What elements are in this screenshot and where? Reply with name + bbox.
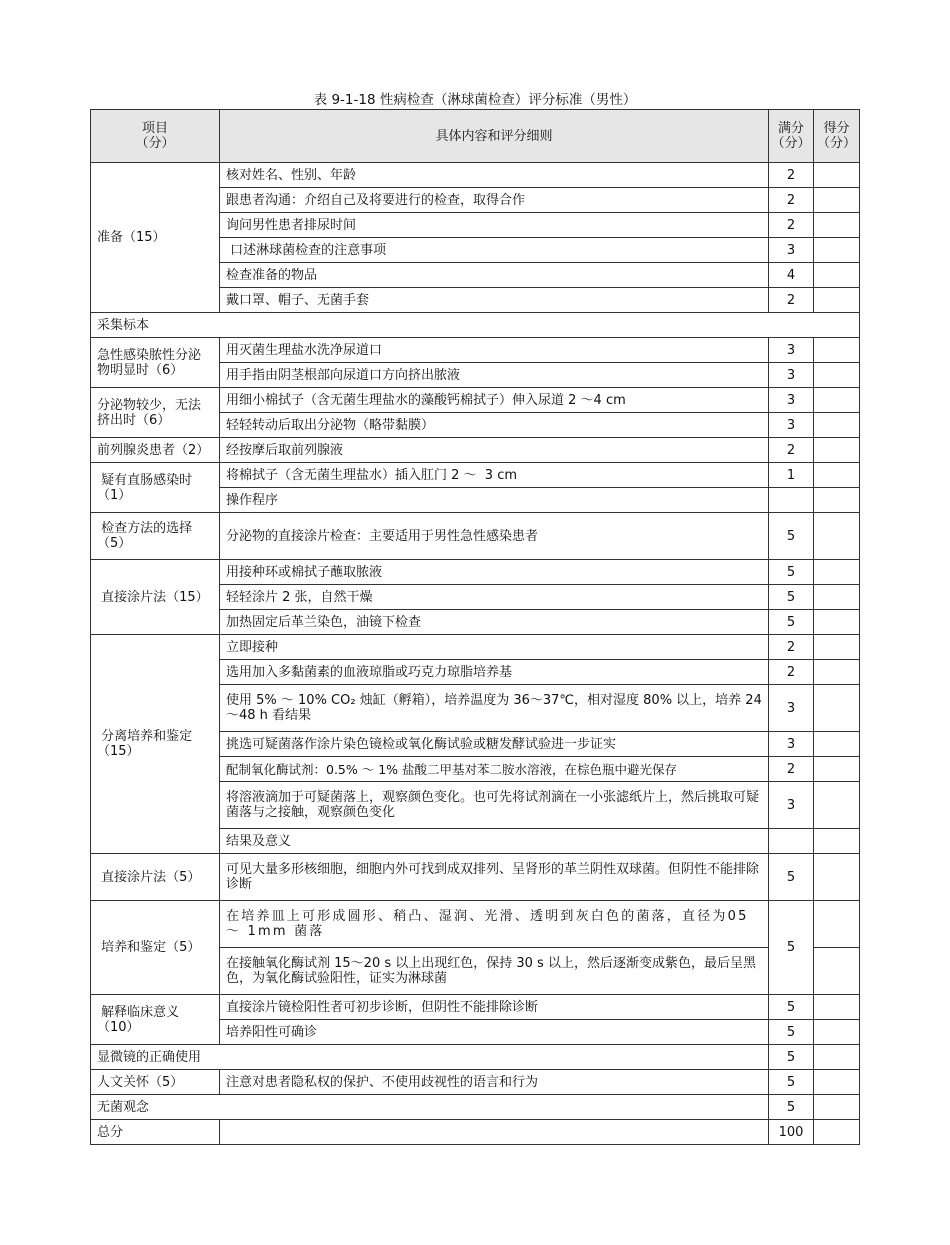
section-heading: 采集标本	[91, 313, 860, 338]
score-input-cell[interactable]	[814, 188, 860, 213]
score-input-cell[interactable]	[814, 488, 860, 513]
full-score-cell: 2	[769, 757, 814, 782]
criterion-cell: 经按摩后取前列腺液	[220, 438, 769, 463]
total-full-score: 100	[769, 1120, 814, 1145]
full-score-cell: 5	[769, 854, 814, 901]
score-input-cell[interactable]	[814, 732, 860, 757]
full-score-cell	[769, 829, 814, 854]
category-cell: 分泌物较少，无法挤出时（6）	[91, 388, 220, 438]
score-input-cell[interactable]	[814, 757, 860, 782]
full-score-cell: 2	[769, 163, 814, 188]
score-input-cell[interactable]	[814, 660, 860, 685]
criterion-cell: 配制氧化酶试剂：0.5% ～ 1% 盐酸二甲基对苯二胺水溶液，在棕色瓶中避光保存	[220, 757, 769, 782]
total-score-input-cell[interactable]	[814, 1120, 860, 1145]
full-score-cell	[769, 488, 814, 513]
header-full-score: 满分 （分）	[769, 110, 814, 163]
criterion-cell: 使用 5% ～ 10% CO₂ 烛缸（孵箱），培养温度为 36～37℃，相对湿度 80% 以上，培养 24～48 h 看结果	[220, 685, 769, 732]
full-score-cell: 3	[769, 685, 814, 732]
criterion-cell: 将溶液滴加于可疑菌落上，观察颜色变化。也可先将试剂滴在一小张滤纸片上，然后挑取可疑菌落与之接触，观察颜色变化	[220, 782, 769, 829]
score-input-cell[interactable]	[814, 513, 860, 560]
category-cell: 检查方法的选择（5）	[91, 513, 220, 560]
criterion-cell: 用细小棉拭子（含无菌生理盐水的藻酸钙棉拭子）伸入尿道 2 ～4 cm	[220, 388, 769, 413]
full-score-cell: 5	[769, 610, 814, 635]
category-cell: 人文关怀（5）	[91, 1070, 220, 1095]
total-blank-cell	[220, 1120, 769, 1145]
score-input-cell[interactable]	[814, 1095, 860, 1120]
score-input-cell[interactable]	[814, 585, 860, 610]
score-input-cell[interactable]	[814, 685, 860, 732]
criterion-cell: 在接触氧化酶试剂 15～20 s 以上出现红色，保持 30 s 以上，然后逐渐变成紫色，最后呈黑色，为氧化酶试验阳性，证实为淋球菌	[220, 948, 769, 995]
score-input-cell[interactable]	[814, 1020, 860, 1045]
full-score-cell: 3	[769, 413, 814, 438]
criterion-cell: 口述淋球菌检查的注意事项	[220, 238, 769, 263]
score-input-cell[interactable]	[814, 438, 860, 463]
full-score-cell: 5	[769, 513, 814, 560]
category-cell: 解释临床意义（10）	[91, 995, 220, 1045]
full-score-cell: 2	[769, 188, 814, 213]
score-input-cell[interactable]	[814, 635, 860, 660]
full-score-cell: 3	[769, 732, 814, 757]
table-caption: 表 9-1-18 性病检查（淋球菌检查）评分标准（男性）	[313, 92, 637, 108]
category-cell: 直接涂片法（5）	[91, 854, 220, 901]
criterion-cell: 用接种环或棉拭子蘸取脓液	[220, 560, 769, 585]
full-score-cell: 2	[769, 213, 814, 238]
full-score-cell: 5	[769, 560, 814, 585]
full-score-cell: 3	[769, 782, 814, 829]
criterion-cell: 选用加入多黏菌素的血液琼脂或巧克力琼脂培养基	[220, 660, 769, 685]
criterion-cell: 将棉拭子（含无菌生理盐水）插入肛门 2 ～ 3 cm	[220, 463, 769, 488]
full-score-cell: 2	[769, 635, 814, 660]
score-input-cell[interactable]	[814, 163, 860, 188]
total-label: 总分	[91, 1120, 220, 1145]
score-input-cell[interactable]	[814, 995, 860, 1020]
criterion-cell: 可见大量多形核细胞，细胞内外可找到成双排列、呈肾形的革兰阴性双球菌。但阴性不能排除诊断	[220, 854, 769, 901]
criterion-cell: 检查准备的物品	[220, 263, 769, 288]
criterion-cell: 核对姓名、性别、年龄	[220, 163, 769, 188]
section-heading: 结果及意义	[220, 829, 769, 854]
criterion-cell: 加热固定后革兰染色，油镜下检查	[220, 610, 769, 635]
criterion-cell: 询问男性患者排尿时间	[220, 213, 769, 238]
score-input-cell[interactable]	[814, 213, 860, 238]
full-score-cell: 5	[769, 1070, 814, 1095]
category-cell: 急性感染脓性分泌物明显时（6）	[91, 338, 220, 388]
score-input-cell[interactable]	[814, 288, 860, 313]
score-input-cell[interactable]	[814, 610, 860, 635]
full-score-cell: 3	[769, 363, 814, 388]
criterion-cell: 注意对患者隐私权的保护、不使用歧视性的语言和行为	[220, 1070, 769, 1095]
header-content: 具体内容和评分细则	[220, 110, 769, 163]
category-cell: 准备（15）	[91, 163, 220, 313]
section-heading: 操作程序	[220, 488, 769, 513]
header-item: 项目 （分）	[91, 110, 220, 163]
full-score-cell: 3	[769, 338, 814, 363]
criterion-cell: 分泌物的直接涂片检查：主要适用于男性急性感染患者	[220, 513, 769, 560]
full-score-cell: 3	[769, 388, 814, 413]
score-input-cell[interactable]	[814, 560, 860, 585]
full-score-cell: 4	[769, 263, 814, 288]
score-input-cell[interactable]	[814, 854, 860, 901]
criterion-cell: 轻轻涂片 2 张，自然干燥	[220, 585, 769, 610]
scoring-table	[90, 109, 860, 1145]
criterion-cell: 挑选可疑菌落作涂片染色镜检或氧化酶试验或糖发酵试验进一步证实	[220, 732, 769, 757]
score-input-cell[interactable]	[814, 782, 860, 829]
criterion-cell: 直接涂片镜检阳性者可初步诊断，但阴性不能排除诊断	[220, 995, 769, 1020]
criterion-cell: 用灭菌生理盐水洗净尿道口	[220, 338, 769, 363]
score-input-cell[interactable]	[814, 463, 860, 488]
criterion-cell: 跟患者沟通：介绍自己及将要进行的检查，取得合作	[220, 188, 769, 213]
score-input-cell[interactable]	[814, 1070, 860, 1095]
category-cell: 疑有直肠感染时（1）	[91, 463, 220, 513]
criterion-cell: 戴口罩、帽子、无菌手套	[220, 288, 769, 313]
full-score-cell: 3	[769, 238, 814, 263]
full-score-cell: 5	[769, 585, 814, 610]
criterion-cell: 立即接种	[220, 635, 769, 660]
full-score-cell: 1	[769, 463, 814, 488]
score-input-cell[interactable]	[814, 829, 860, 854]
full-score-cell: 5	[769, 1020, 814, 1045]
score-input-cell[interactable]	[814, 901, 860, 948]
score-input-cell[interactable]	[814, 388, 860, 413]
full-score-cell: 2	[769, 438, 814, 463]
full-score-cell: 5	[769, 1095, 814, 1120]
category-cell: 显微镜的正确使用	[91, 1045, 769, 1070]
criterion-cell: 在培养皿上可形成圆形、稍凸、湿润、光滑、透明到灰白色的菌落，直径为05 ～ 1mm 菌落	[220, 901, 769, 948]
category-cell: 直接涂片法（15）	[91, 560, 220, 635]
criterion-cell: 轻轻转动后取出分泌物（略带黏膜）	[220, 413, 769, 438]
full-score-cell: 2	[769, 288, 814, 313]
category-cell: 培养和鉴定（5）	[91, 901, 220, 995]
criterion-cell: 培养阳性可确诊	[220, 1020, 769, 1045]
header-got-score: 得分 （分）	[814, 110, 860, 163]
criterion-cell: 用手指由阴茎根部向尿道口方向挤出脓液	[220, 363, 769, 388]
score-input-cell[interactable]	[814, 263, 860, 288]
score-input-cell[interactable]	[814, 413, 860, 438]
category-cell: 无菌观念	[91, 1095, 769, 1120]
score-input-cell[interactable]	[814, 363, 860, 388]
score-input-cell[interactable]	[814, 1045, 860, 1070]
score-input-cell[interactable]	[814, 948, 860, 995]
score-input-cell[interactable]	[814, 338, 860, 363]
full-score-cell: 5	[769, 1045, 814, 1070]
category-cell: 前列腺炎患者（2）	[91, 438, 220, 463]
full-score-cell: 5	[769, 995, 814, 1020]
category-cell: 分离培养和鉴定（15）	[91, 635, 220, 854]
full-score-cell: 2	[769, 660, 814, 685]
score-input-cell[interactable]	[814, 238, 860, 263]
full-score-cell: 5	[769, 901, 814, 995]
